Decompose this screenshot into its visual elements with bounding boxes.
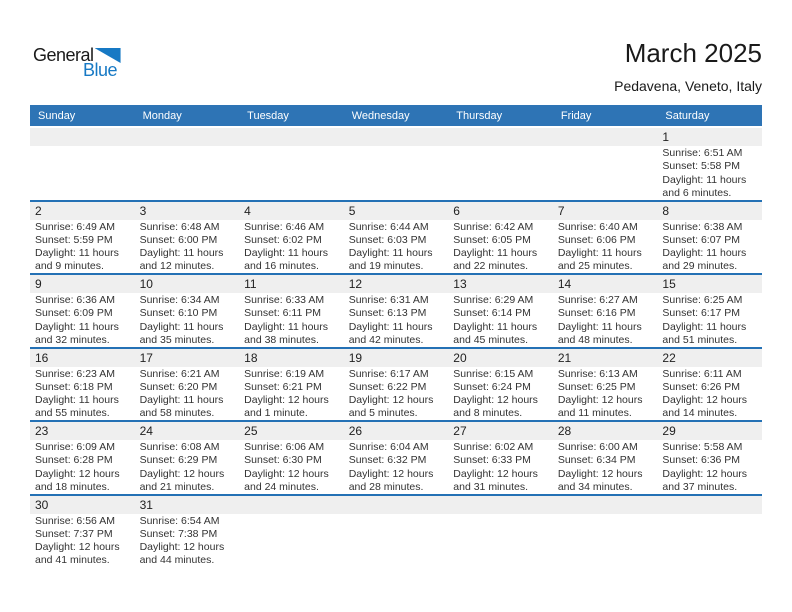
daylight-text-line2: and 18 minutes. (35, 480, 110, 493)
day-number-29: 29 (662, 424, 676, 438)
daylight-text-line1: Daylight: 12 hours (557, 394, 643, 407)
daylight-text-line1: Daylight: 11 hours (244, 320, 328, 333)
sunrise-text: Sunrise: 6:13 AM (557, 367, 638, 380)
day-number-28: 28 (557, 424, 572, 438)
daylight-text-line1: Daylight: 12 hours (453, 394, 538, 407)
daylight-text-line2: and 48 minutes. (557, 333, 633, 346)
day-number-13: 13 (453, 277, 467, 291)
day-number-15: 15 (662, 277, 676, 291)
daylight-text-line2: and 28 minutes. (348, 480, 424, 493)
day-cell-14 (553, 293, 658, 347)
empty-day-number (448, 496, 553, 514)
day-cell-19 (344, 367, 449, 421)
day-details-row (30, 367, 762, 421)
daylight-text-line2: and 31 minutes. (453, 480, 528, 493)
daylight-text-line2: and 24 minutes. (244, 480, 319, 493)
week-row-5 (30, 420, 762, 494)
day-cell-16 (30, 367, 135, 421)
week-row-6 (30, 494, 762, 568)
daylight-text-line1: Daylight: 11 hours (35, 394, 119, 407)
week-row-2 (30, 200, 762, 274)
day-cell-18 (239, 367, 344, 421)
day-number-4: 4 (244, 203, 251, 218)
day-number-band (30, 349, 762, 367)
daylight-text-line1: Daylight: 11 hours (557, 247, 642, 260)
day-cell-22 (657, 367, 762, 421)
daylight-text-line1: Daylight: 11 hours (139, 247, 224, 260)
weekday-label-sunday: Sunday (38, 109, 76, 122)
day-cell-17 (135, 367, 240, 421)
sunset-text: Sunset: 6:09 PM (35, 307, 113, 320)
sunrise-text: Sunrise: 6:49 AM (35, 220, 115, 233)
empty-day-number (553, 496, 658, 514)
daylight-text-line2: and 41 minutes. (35, 554, 110, 567)
day-number-11: 11 (244, 277, 257, 291)
sunset-text: Sunset: 6:30 PM (244, 454, 322, 467)
daylight-text-line2: and 58 minutes. (139, 407, 215, 420)
empty-day-number (344, 128, 449, 146)
daylight-text-line1: Daylight: 11 hours (662, 173, 747, 186)
sunset-text: Sunset: 6:13 PM (348, 307, 427, 320)
sunrise-text: Sunrise: 6:02 AM (453, 441, 534, 453)
daylight-text-line2: and 42 minutes. (348, 333, 424, 346)
day-number-27: 27 (453, 424, 467, 438)
day-number-26: 26 (348, 424, 363, 438)
day-cell-10 (135, 293, 240, 347)
sunrise-text: Sunrise: 6:23 AM (35, 367, 115, 380)
daylight-text-line1: Daylight: 12 hours (244, 467, 329, 480)
weekday-label-saturday: Saturday (665, 109, 710, 122)
day-number-16: 16 (35, 350, 49, 365)
day-number-25: 25 (244, 424, 258, 438)
day-cell-20 (448, 367, 553, 421)
day-cell-5 (344, 220, 449, 274)
daylight-text-line2: and 5 minutes. (348, 407, 418, 420)
sunset-text: Sunset: 6:05 PM (453, 233, 531, 246)
empty-day-number (239, 496, 344, 514)
day-details-row (30, 220, 762, 274)
day-number-band (30, 128, 762, 146)
daylight-text-line1: Daylight: 12 hours (662, 394, 748, 407)
daylight-text-line2: and 55 minutes. (35, 407, 110, 420)
daylight-text-line2: and 45 minutes. (453, 333, 528, 346)
sunset-text: Sunset: 6:28 PM (35, 454, 113, 467)
sunrise-text: Sunrise: 6:48 AM (139, 220, 220, 233)
empty-day-cell (135, 146, 240, 200)
sunrise-text: Sunrise: 6:46 AM (244, 220, 325, 233)
daylight-text-line2: and 32 minutes. (35, 333, 110, 346)
day-number-12: 12 (348, 277, 363, 291)
empty-day-cell (448, 514, 553, 568)
weekday-label-wednesday: Wednesday (351, 109, 410, 122)
sunset-text: Sunset: 6:20 PM (139, 380, 218, 393)
day-cell-15 (657, 293, 762, 347)
sunrise-text: Sunrise: 6:29 AM (453, 294, 534, 306)
daylight-text-line2: and 38 minutes. (244, 333, 319, 346)
sunset-text: Sunset: 7:38 PM (139, 527, 218, 540)
daylight-text-line2: and 51 minutes. (662, 333, 738, 346)
daylight-text-line1: Daylight: 11 hours (35, 247, 119, 260)
sunrise-text: Sunrise: 6:04 AM (348, 441, 429, 453)
daylight-text-line2: and 14 minutes. (662, 407, 738, 420)
weekday-label-monday: Monday (142, 109, 182, 122)
daylight-text-line1: Daylight: 11 hours (35, 320, 119, 333)
day-number-band (30, 202, 762, 220)
day-details-row (30, 514, 762, 568)
day-cell-31 (135, 514, 240, 568)
day-number-1: 1 (662, 130, 670, 144)
sunset-text: Sunset: 6:14 PM (453, 307, 531, 320)
week-row-3 (30, 273, 762, 347)
week-row-1 (30, 126, 762, 200)
day-number-21: 21 (557, 350, 572, 365)
day-cell-30 (30, 514, 135, 568)
day-number-18: 18 (244, 350, 258, 365)
sunrise-text: Sunrise: 6:54 AM (139, 514, 220, 527)
daylight-text-line2: and 29 minutes. (662, 260, 738, 273)
weekday-label-friday: Friday (560, 109, 592, 122)
sunset-text: Sunset: 6:32 PM (348, 454, 427, 467)
daylight-text-line2: and 34 minutes. (557, 480, 633, 493)
daylight-text-line1: Daylight: 11 hours (453, 320, 538, 333)
weekday-label-tuesday: Tuesday (247, 109, 289, 122)
day-cell-3 (135, 220, 240, 274)
logo-text-general: General (33, 45, 94, 65)
daylight-text-line2: and 6 minutes. (662, 186, 732, 199)
daylight-text-line2: and 11 minutes. (557, 407, 632, 420)
day-cell-9 (30, 293, 135, 347)
sunset-text: Sunset: 6:25 PM (557, 380, 636, 393)
daylight-text-line2: and 44 minutes. (139, 554, 215, 567)
sunrise-text: Sunrise: 6:08 AM (139, 441, 220, 453)
daylight-text-line2: and 1 minute. (244, 407, 308, 420)
day-cell-7 (553, 220, 658, 274)
day-number-7: 7 (557, 203, 565, 218)
daylight-text-line1: Daylight: 11 hours (662, 320, 747, 333)
sunset-text: Sunset: 6:22 PM (348, 380, 427, 393)
sunrise-text: Sunrise: 5:58 AM (662, 441, 743, 453)
sunset-text: Sunset: 6:00 PM (139, 233, 218, 246)
daylight-text-line1: Daylight: 12 hours (139, 467, 225, 480)
daylight-text-line1: Daylight: 11 hours (139, 320, 224, 333)
day-number-14: 14 (557, 277, 572, 291)
daylight-text-line2: and 8 minutes. (453, 407, 523, 420)
day-number-2: 2 (35, 203, 42, 218)
day-number-band (30, 496, 762, 514)
sunrise-text: Sunrise: 6:56 AM (35, 514, 115, 527)
daylight-text-line2: and 25 minutes. (557, 260, 633, 273)
sunrise-text: Sunrise: 6:17 AM (348, 367, 429, 380)
day-number-30: 30 (35, 497, 49, 512)
sunrise-text: Sunrise: 6:00 AM (557, 441, 638, 453)
day-cell-26 (344, 440, 449, 494)
day-number-24: 24 (139, 424, 153, 438)
sunrise-text: Sunrise: 6:36 AM (35, 294, 115, 306)
daylight-text-line1: Daylight: 11 hours (557, 320, 642, 333)
calendar-table (30, 105, 762, 567)
sunrise-text: Sunrise: 6:42 AM (453, 220, 534, 233)
day-cell-11 (239, 293, 344, 347)
day-number-5: 5 (348, 203, 356, 218)
daylight-text-line1: Daylight: 12 hours (348, 467, 434, 480)
page-title: March 2025 (624, 38, 762, 68)
sunrise-text: Sunrise: 6:44 AM (348, 220, 429, 233)
week-row-4 (30, 347, 762, 421)
empty-day-number (553, 128, 658, 146)
sunset-text: Sunset: 6:10 PM (139, 307, 218, 320)
day-number-10: 10 (139, 277, 153, 291)
empty-day-cell (239, 514, 344, 568)
daylight-text-line2: and 19 minutes. (348, 260, 424, 273)
sunrise-text: Sunrise: 6:25 AM (662, 294, 743, 306)
empty-day-cell (239, 146, 344, 200)
empty-day-number (344, 496, 449, 514)
day-number-band (30, 422, 762, 440)
day-number-31: 31 (139, 497, 153, 512)
sunrise-text: Sunrise: 6:06 AM (244, 441, 325, 453)
sunset-text: Sunset: 6:11 PM (244, 307, 321, 320)
daylight-text-line2: and 21 minutes. (139, 480, 215, 493)
sunrise-text: Sunrise: 6:11 AM (662, 367, 742, 380)
day-number-20: 20 (453, 350, 467, 365)
empty-day-number (448, 128, 553, 146)
empty-day-cell (657, 514, 762, 568)
empty-day-cell (553, 146, 658, 200)
day-number-3: 3 (139, 203, 147, 218)
day-number-9: 9 (35, 277, 42, 291)
sunrise-text: Sunrise: 6:40 AM (557, 220, 638, 233)
daylight-text-line1: Daylight: 12 hours (139, 541, 225, 554)
daylight-text-line2: and 16 minutes. (244, 260, 319, 273)
sunset-text: Sunset: 6:17 PM (662, 307, 741, 320)
day-cell-24 (135, 440, 240, 494)
daylight-text-line1: Daylight: 12 hours (35, 467, 120, 480)
day-cell-23 (30, 440, 135, 494)
day-details-row (30, 146, 762, 200)
sunset-text: Sunset: 5:59 PM (35, 233, 113, 246)
day-number-17: 17 (139, 350, 153, 365)
sunset-text: Sunset: 6:18 PM (35, 380, 113, 393)
empty-day-cell (344, 514, 449, 568)
empty-day-cell (448, 146, 553, 200)
sunrise-text: Sunrise: 6:09 AM (35, 441, 115, 453)
sunset-text: Sunset: 6:03 PM (348, 233, 427, 246)
daylight-text-line1: Daylight: 11 hours (453, 247, 538, 260)
sunset-text: Sunset: 6:34 PM (557, 454, 636, 467)
day-cell-29 (657, 440, 762, 494)
sunset-text: Sunset: 5:58 PM (662, 160, 741, 173)
day-cell-27 (448, 440, 553, 494)
day-cell-6 (448, 220, 553, 274)
day-cell-8 (657, 220, 762, 274)
sunrise-text: Sunrise: 6:27 AM (557, 294, 638, 306)
page-subtitle: Pedavena, Veneto, Italy (614, 78, 762, 94)
empty-day-number (657, 496, 762, 514)
day-number-band (30, 275, 762, 293)
sunset-text: Sunset: 6:07 PM (662, 233, 741, 246)
weekday-label-thursday: Thursday (456, 109, 503, 122)
daylight-text-line1: Daylight: 11 hours (662, 247, 747, 260)
general-blue-logo (33, 46, 143, 79)
daylight-text-line2: and 35 minutes. (139, 333, 215, 346)
daylight-text-line2: and 12 minutes. (139, 260, 215, 273)
daylight-text-line1: Daylight: 11 hours (348, 320, 433, 333)
sunset-text: Sunset: 6:16 PM (557, 307, 636, 320)
day-details-row (30, 440, 762, 494)
day-cell-4 (239, 220, 344, 274)
sunrise-text: Sunrise: 6:38 AM (662, 220, 743, 233)
daylight-text-line2: and 9 minutes. (35, 260, 104, 273)
day-number-8: 8 (662, 203, 670, 218)
daylight-text-line1: Daylight: 12 hours (453, 467, 538, 480)
empty-day-number (239, 128, 344, 146)
sunrise-text: Sunrise: 6:21 AM (139, 367, 220, 380)
empty-day-cell (344, 146, 449, 200)
day-cell-28 (553, 440, 658, 494)
sunrise-text: Sunrise: 6:15 AM (453, 367, 534, 380)
empty-day-cell (30, 146, 135, 200)
calendar-weeks (30, 126, 762, 567)
sunset-text: Sunset: 6:24 PM (453, 380, 531, 393)
daylight-text-line1: Daylight: 12 hours (244, 394, 329, 407)
daylight-text-line1: Daylight: 11 hours (348, 247, 433, 260)
day-number-23: 23 (35, 424, 49, 438)
day-cell-13 (448, 293, 553, 347)
day-details-row (30, 293, 762, 347)
sunset-text: Sunset: 6:26 PM (662, 380, 741, 393)
sunrise-text: Sunrise: 6:51 AM (662, 147, 743, 159)
sunset-text: Sunset: 7:37 PM (35, 527, 113, 540)
logo-text-blue: Blue (82, 60, 117, 80)
daylight-text-line2: and 22 minutes. (453, 260, 528, 273)
sunset-text: Sunset: 6:06 PM (557, 233, 636, 246)
sunset-text: Sunset: 6:02 PM (244, 233, 322, 246)
daylight-text-line1: Daylight: 11 hours (244, 247, 328, 260)
weekday-header-row (30, 105, 762, 126)
daylight-text-line1: Daylight: 11 hours (139, 394, 224, 407)
sunrise-text: Sunrise: 6:31 AM (348, 294, 429, 306)
sunset-text: Sunset: 6:36 PM (662, 454, 741, 467)
empty-day-cell (553, 514, 658, 568)
sunset-text: Sunset: 6:21 PM (244, 380, 322, 393)
daylight-text-line1: Daylight: 12 hours (348, 394, 434, 407)
day-number-6: 6 (453, 203, 460, 218)
empty-day-number (30, 128, 135, 146)
sunrise-text: Sunrise: 6:33 AM (244, 294, 325, 306)
daylight-text-line2: and 37 minutes. (662, 480, 738, 493)
day-cell-2 (30, 220, 135, 274)
day-number-22: 22 (662, 350, 676, 365)
sunrise-text: Sunrise: 6:34 AM (139, 294, 220, 306)
day-number-19: 19 (348, 350, 363, 365)
sunset-text: Sunset: 6:29 PM (139, 454, 218, 467)
daylight-text-line1: Daylight: 12 hours (557, 467, 643, 480)
empty-day-number (135, 128, 240, 146)
sunset-text: Sunset: 6:33 PM (453, 454, 531, 467)
daylight-text-line1: Daylight: 12 hours (35, 541, 120, 554)
day-cell-12 (344, 293, 449, 347)
sunrise-text: Sunrise: 6:19 AM (244, 367, 325, 380)
daylight-text-line1: Daylight: 12 hours (662, 467, 748, 480)
day-cell-25 (239, 440, 344, 494)
day-cell-21 (553, 367, 658, 421)
day-cell-1 (657, 146, 762, 200)
